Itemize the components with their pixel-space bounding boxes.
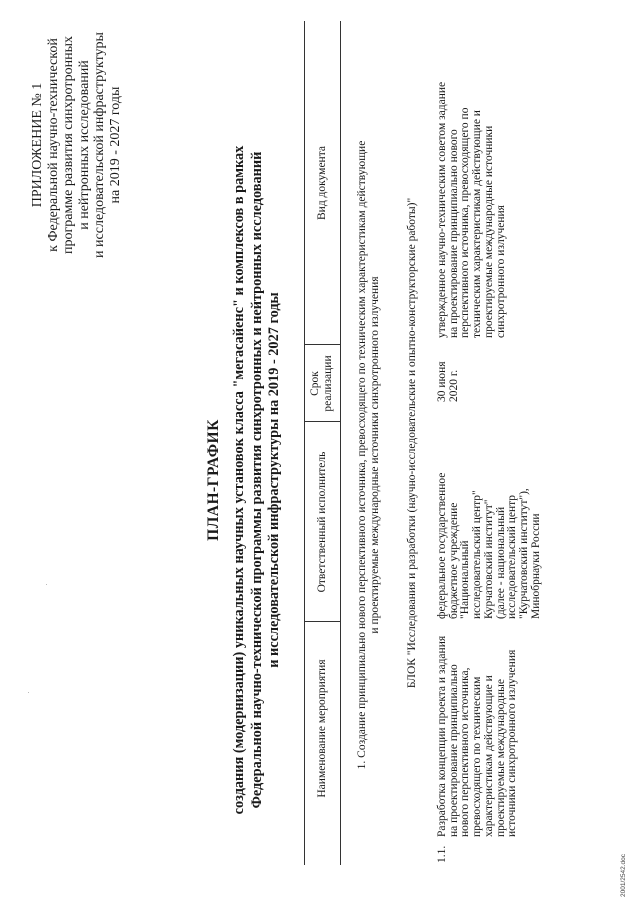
document-heading bbox=[205, 135, 284, 825]
row-name-line: характеристикам действующие и bbox=[482, 675, 495, 837]
subtitle-line: и исследовательской инфраструктуры на 2019 - 2027 годы bbox=[266, 292, 282, 668]
document-subtitle bbox=[231, 135, 284, 825]
row-name-line: превосходящего по техническим bbox=[471, 676, 484, 837]
row-name-line: на проектирование принципиально bbox=[447, 664, 460, 837]
term-header-line: реализации bbox=[321, 355, 334, 412]
row-number: 1.1. bbox=[436, 845, 448, 863]
subtitle-line: Федеральной научно-технической программы развития синхротронных и нейтронных исследований bbox=[248, 151, 265, 809]
row-executor-line: федеральное государственное bbox=[436, 472, 448, 619]
row-name-line: нового перспективного источника, bbox=[459, 667, 472, 837]
section-title-line: 1. Создание принципиально нового перспективного источника, превосходящего по техническим характеристикам действующие bbox=[356, 140, 368, 770]
appendix-title: ПРИЛОЖЕНИЕ № 1 bbox=[30, 82, 45, 208]
row-doc-line: синхротронного излучения bbox=[494, 205, 507, 338]
row-name-line: источники синхротронного излучения bbox=[506, 649, 519, 837]
row-term-line: 30 июня bbox=[436, 361, 448, 402]
column-header-doc: Вид документа bbox=[316, 146, 328, 220]
row-name-line: Разработка концепции проекта и задания bbox=[436, 635, 448, 837]
row-executor-line: бюджетное учреждение bbox=[447, 502, 460, 619]
row-doc-line: утвержденное научно-техническим советом задание bbox=[436, 81, 448, 338]
row-executor-line: "Курчатовский институт"), bbox=[517, 488, 530, 619]
column-header-term bbox=[309, 345, 334, 422]
scan-speck bbox=[28, 692, 29, 693]
section-title-line: и проектируемые международные источники синхротронного излучения bbox=[368, 276, 381, 634]
column-header-name: Наименование мероприятия bbox=[316, 659, 328, 798]
row-executor-line: исследовательский центр bbox=[506, 494, 519, 619]
column-header-executor: Ответственный исполнитель bbox=[316, 451, 328, 593]
appendix-line: к Федеральной научно-технической bbox=[45, 38, 61, 252]
appendix-line: на 2019 - 2027 годы bbox=[107, 86, 123, 204]
row-doc-line: на проектирование принципиально нового bbox=[447, 129, 460, 338]
row-term bbox=[437, 361, 460, 402]
row-name bbox=[437, 636, 519, 837]
row-executor-line: (далее - национальный bbox=[494, 506, 507, 619]
appendix-line: и исследовательской инфраструктуры bbox=[92, 32, 107, 258]
row-executor-line: Курчатовский институт" bbox=[482, 499, 495, 619]
plan-table bbox=[304, 21, 620, 865]
row-name-line: проектируемые международные bbox=[494, 679, 507, 837]
row-term-line: 2020 г. bbox=[447, 369, 460, 402]
page-title: ПЛАН-ГРАФИК bbox=[205, 419, 222, 541]
row-executor-line: Минобрнауки России bbox=[529, 513, 542, 619]
row-doc-line: перспективного источника, превосходящего по bbox=[459, 107, 472, 338]
table-rule-header bbox=[340, 21, 341, 865]
row-doc-line: проектируемые международные источники bbox=[482, 125, 495, 338]
scan-speck bbox=[46, 584, 47, 585]
subtitle-line: создания (модернизации) уникальных научных установок класса "мегасайенс" и комплексов в рамках bbox=[231, 145, 247, 815]
appendix-line: и нейтронных исследований bbox=[76, 60, 92, 230]
footer-file-code: 2001/2542.doc bbox=[620, 853, 627, 897]
row-executor-line: "Национальный bbox=[459, 540, 472, 619]
term-header-line: Срок bbox=[309, 371, 321, 396]
row-doc-line: техническим характеристикам действующие и bbox=[471, 110, 484, 338]
appendix-note bbox=[30, 15, 123, 275]
row-executor-line: исследовательский центр" bbox=[471, 490, 484, 619]
block-title: БЛОК "Исследования и разработки (научно-исследовательские и опытно-конструкторские работы)" bbox=[406, 197, 418, 689]
row-executor bbox=[437, 473, 542, 619]
appendix-line: программе развития синхротронных bbox=[61, 36, 76, 254]
table-rule-top bbox=[304, 21, 305, 865]
section-title bbox=[356, 85, 381, 825]
row-doc bbox=[437, 82, 507, 338]
